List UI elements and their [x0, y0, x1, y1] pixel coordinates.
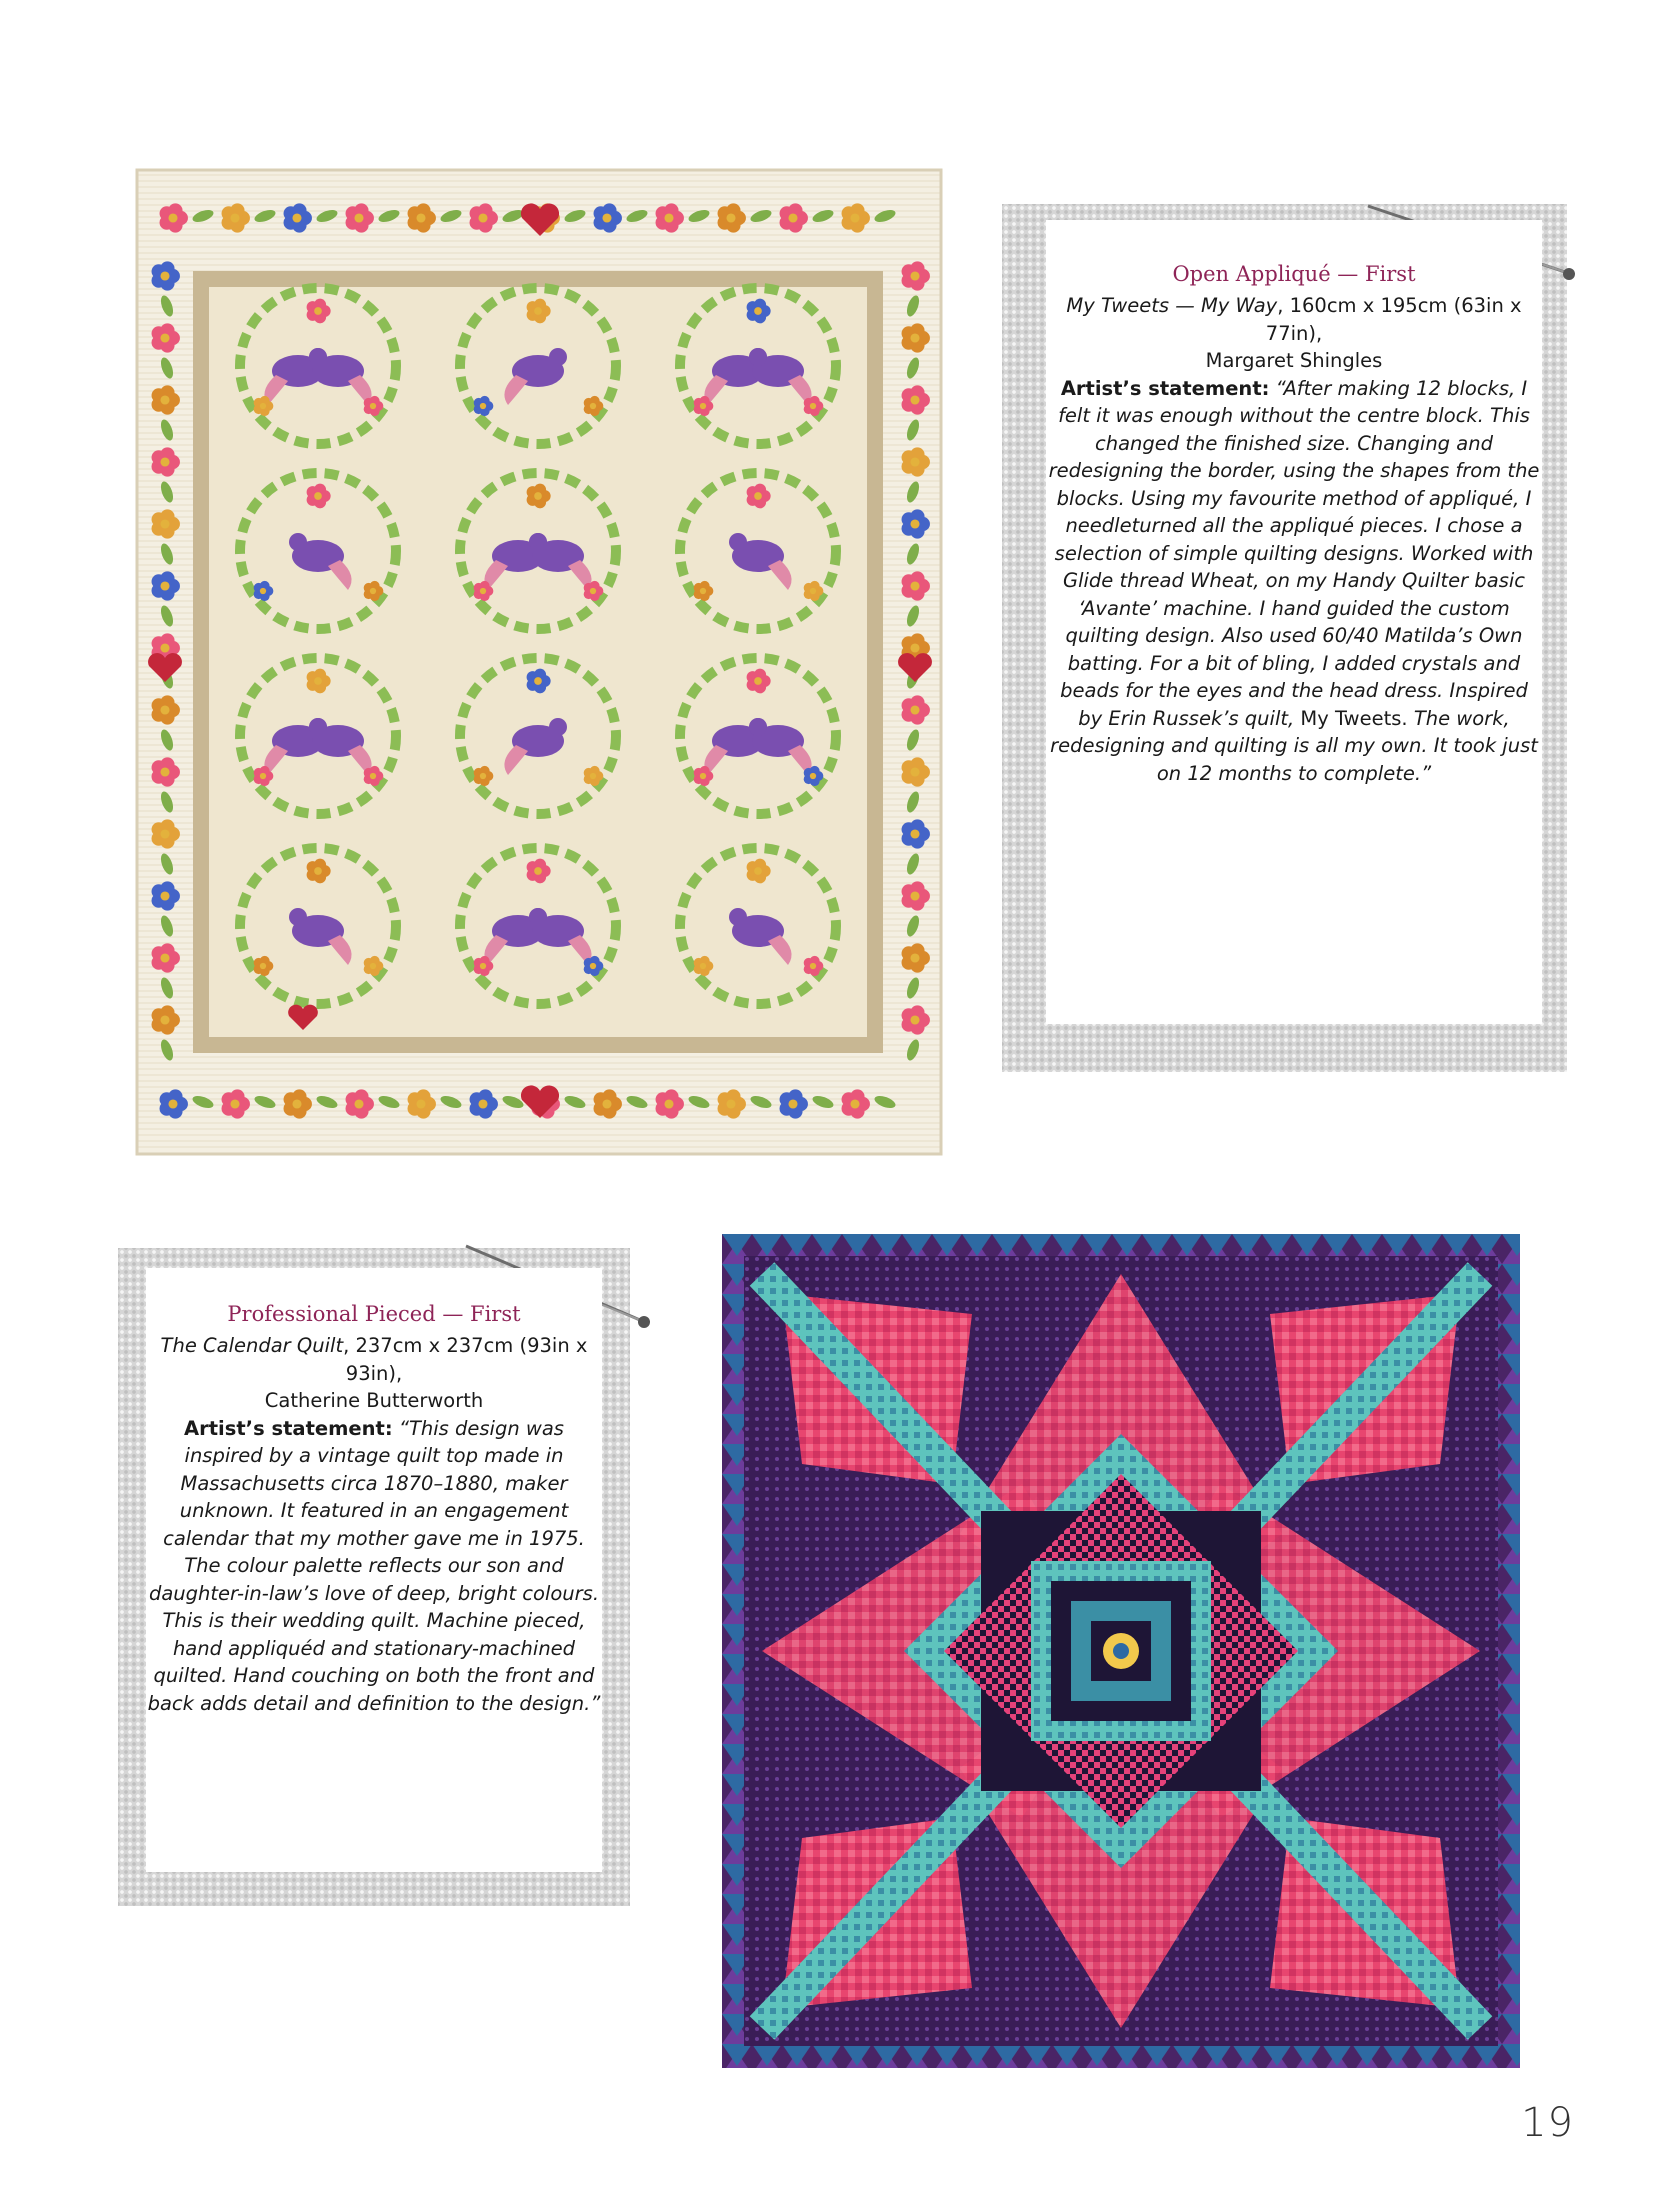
flower-center [590, 588, 596, 594]
flower-center [480, 403, 486, 409]
flower-center [664, 1099, 673, 1108]
flower-center [160, 395, 169, 404]
flower-center [260, 963, 266, 969]
flower-center [354, 213, 363, 222]
flower-center [230, 1099, 239, 1108]
flower-center [910, 333, 919, 342]
page-number: 19 [1521, 2100, 1574, 2146]
flower-center [910, 457, 919, 466]
artist-statement: “This design was inspired by a vintage quilt top made in Massachusetts circa 1870–1880, maker unknown. It featured in an engagement calendar that my mother gave me in 1975. The colour palette reflects our son and daughter-in-law’s love of deep, bright colours. This is their wedding quilt. Machine pieced, hand appliquéd and stationary-machined quilted. Hand couching on both the front and back adds detail and definition to the design.” [147, 1416, 601, 1715]
flower-center [590, 963, 596, 969]
flower-center [314, 867, 322, 875]
flower-center [370, 963, 376, 969]
flower-center [910, 271, 919, 280]
maker-name: Catherine Butterworth [264, 1389, 484, 1412]
flower-center [788, 1099, 797, 1108]
flower-center [754, 307, 762, 315]
caption-card-applique [1046, 220, 1542, 1024]
bird-head [309, 718, 327, 736]
flower-center [314, 307, 322, 315]
flower-center [160, 891, 169, 900]
flower-center [910, 953, 919, 962]
flower-center [754, 492, 762, 500]
flower-center [534, 677, 542, 685]
flower-center [602, 1099, 611, 1108]
flower-center [260, 773, 266, 779]
flower-center [910, 767, 919, 776]
flower-center [850, 213, 859, 222]
quilt-name: My Tweets — My Way [1066, 294, 1278, 317]
flower-center [314, 492, 322, 500]
flower-center [534, 492, 542, 500]
flower-center [810, 403, 816, 409]
flower-center [354, 1099, 363, 1108]
flower-center [910, 395, 919, 404]
flower-center [370, 588, 376, 594]
flower-center [910, 705, 919, 714]
flower-center [230, 213, 239, 222]
quilt-image-pieced [722, 1234, 1520, 2068]
flower-center [910, 1015, 919, 1024]
flower-center [810, 773, 816, 779]
maker-name: Margaret Shingles [1205, 349, 1383, 372]
flower-center [160, 643, 169, 652]
flower-center [700, 403, 706, 409]
flower-center [590, 773, 596, 779]
bird-head [289, 908, 307, 926]
flower-center [534, 307, 542, 315]
flower-center [292, 1099, 301, 1108]
bird-head [729, 908, 747, 926]
flower-center [850, 1099, 859, 1108]
bird-head [289, 533, 307, 551]
flower-center [480, 588, 486, 594]
bird-head [549, 718, 567, 736]
flower-center [160, 519, 169, 528]
award-description [1046, 292, 1542, 787]
bird-head [749, 718, 767, 736]
quilt-photo-calendar-quilt [722, 1234, 1520, 2068]
artist-statement: “After making 12 blocks, I felt it was enough without the centre block. This changed the finished size. Changing and redesigning the border, using the shapes from the blocks. Using my favourite method of appliqué, I needleturned all the appliqué pieces. I chose a selection of simple quilting designs. Worked with Glide thread Wheat, on my Handy Quilter basic ‘Avante’ machine. I hand guided the custom quilting design. Also used 60/40 Matilda’s Own batting. For a bit of bling, I added crystals and beads for the eyes and the head dress. Inspired by Erin Russek’s quilt, [1048, 376, 1540, 730]
statement-label: Artist’s statement: [1060, 376, 1270, 400]
quilt-photo-my-tweets [133, 166, 948, 1161]
flower-center [160, 333, 169, 342]
flower-center [160, 953, 169, 962]
bird-head [529, 533, 547, 551]
flower-center [260, 588, 266, 594]
flower-center [910, 891, 919, 900]
flower-center [910, 519, 919, 528]
flower-center [370, 773, 376, 779]
flower-center [160, 271, 169, 280]
flower-center [810, 963, 816, 969]
flower-center [480, 963, 486, 969]
flower-center [370, 403, 376, 409]
statement-reference: My Tweets. [1300, 706, 1408, 730]
flower-center [160, 767, 169, 776]
flower-center [478, 213, 487, 222]
flower-center [168, 213, 177, 222]
flower-center [810, 588, 816, 594]
flower-center [602, 213, 611, 222]
quilt-image-applique [133, 166, 948, 1161]
flower-center [754, 677, 762, 685]
flower-center [160, 581, 169, 590]
quilt-size: , 160cm x 195cm (63in x 77in), [1265, 294, 1522, 345]
artist-statement-end: The work, redesigning and quilting is all my own. It took just on 12 months to complete.” [1050, 706, 1538, 785]
award-title: Professional Pieced — First [227, 1302, 521, 1326]
flower-center [160, 829, 169, 838]
statement-label: Artist’s statement: [184, 1416, 393, 1440]
flower-center [754, 867, 762, 875]
award-description [146, 1332, 602, 1717]
caption-card-pieced [146, 1268, 602, 1872]
flower-center [700, 773, 706, 779]
flower-center [478, 1099, 487, 1108]
flower-center [664, 213, 673, 222]
flower-center [416, 213, 425, 222]
flower-center [416, 1099, 425, 1108]
flower-center [480, 773, 486, 779]
bird-head [549, 348, 567, 366]
flower-center [910, 581, 919, 590]
flower-center [700, 588, 706, 594]
bird-head [529, 908, 547, 926]
flower-center [700, 963, 706, 969]
flower-center [590, 403, 596, 409]
flower-center [910, 829, 919, 838]
bird-head [749, 348, 767, 366]
flower-center [168, 1099, 177, 1108]
flower-center [534, 867, 542, 875]
flower-center [160, 1015, 169, 1024]
flower-center [314, 677, 322, 685]
flower-center [160, 705, 169, 714]
flower-center [726, 1099, 735, 1108]
quilt-size: , 237cm x 237cm (93in x 93in), [343, 1334, 588, 1385]
flower-center [260, 403, 266, 409]
flower-center [788, 213, 797, 222]
quilt-name: The Calendar Quilt [160, 1334, 344, 1357]
bird-head [309, 348, 327, 366]
flower-center [726, 213, 735, 222]
flower-center [910, 643, 919, 652]
award-title: Open Appliqué — First [1172, 262, 1416, 286]
flower-center [292, 213, 301, 222]
bird-head [729, 533, 747, 551]
flower-center [160, 457, 169, 466]
